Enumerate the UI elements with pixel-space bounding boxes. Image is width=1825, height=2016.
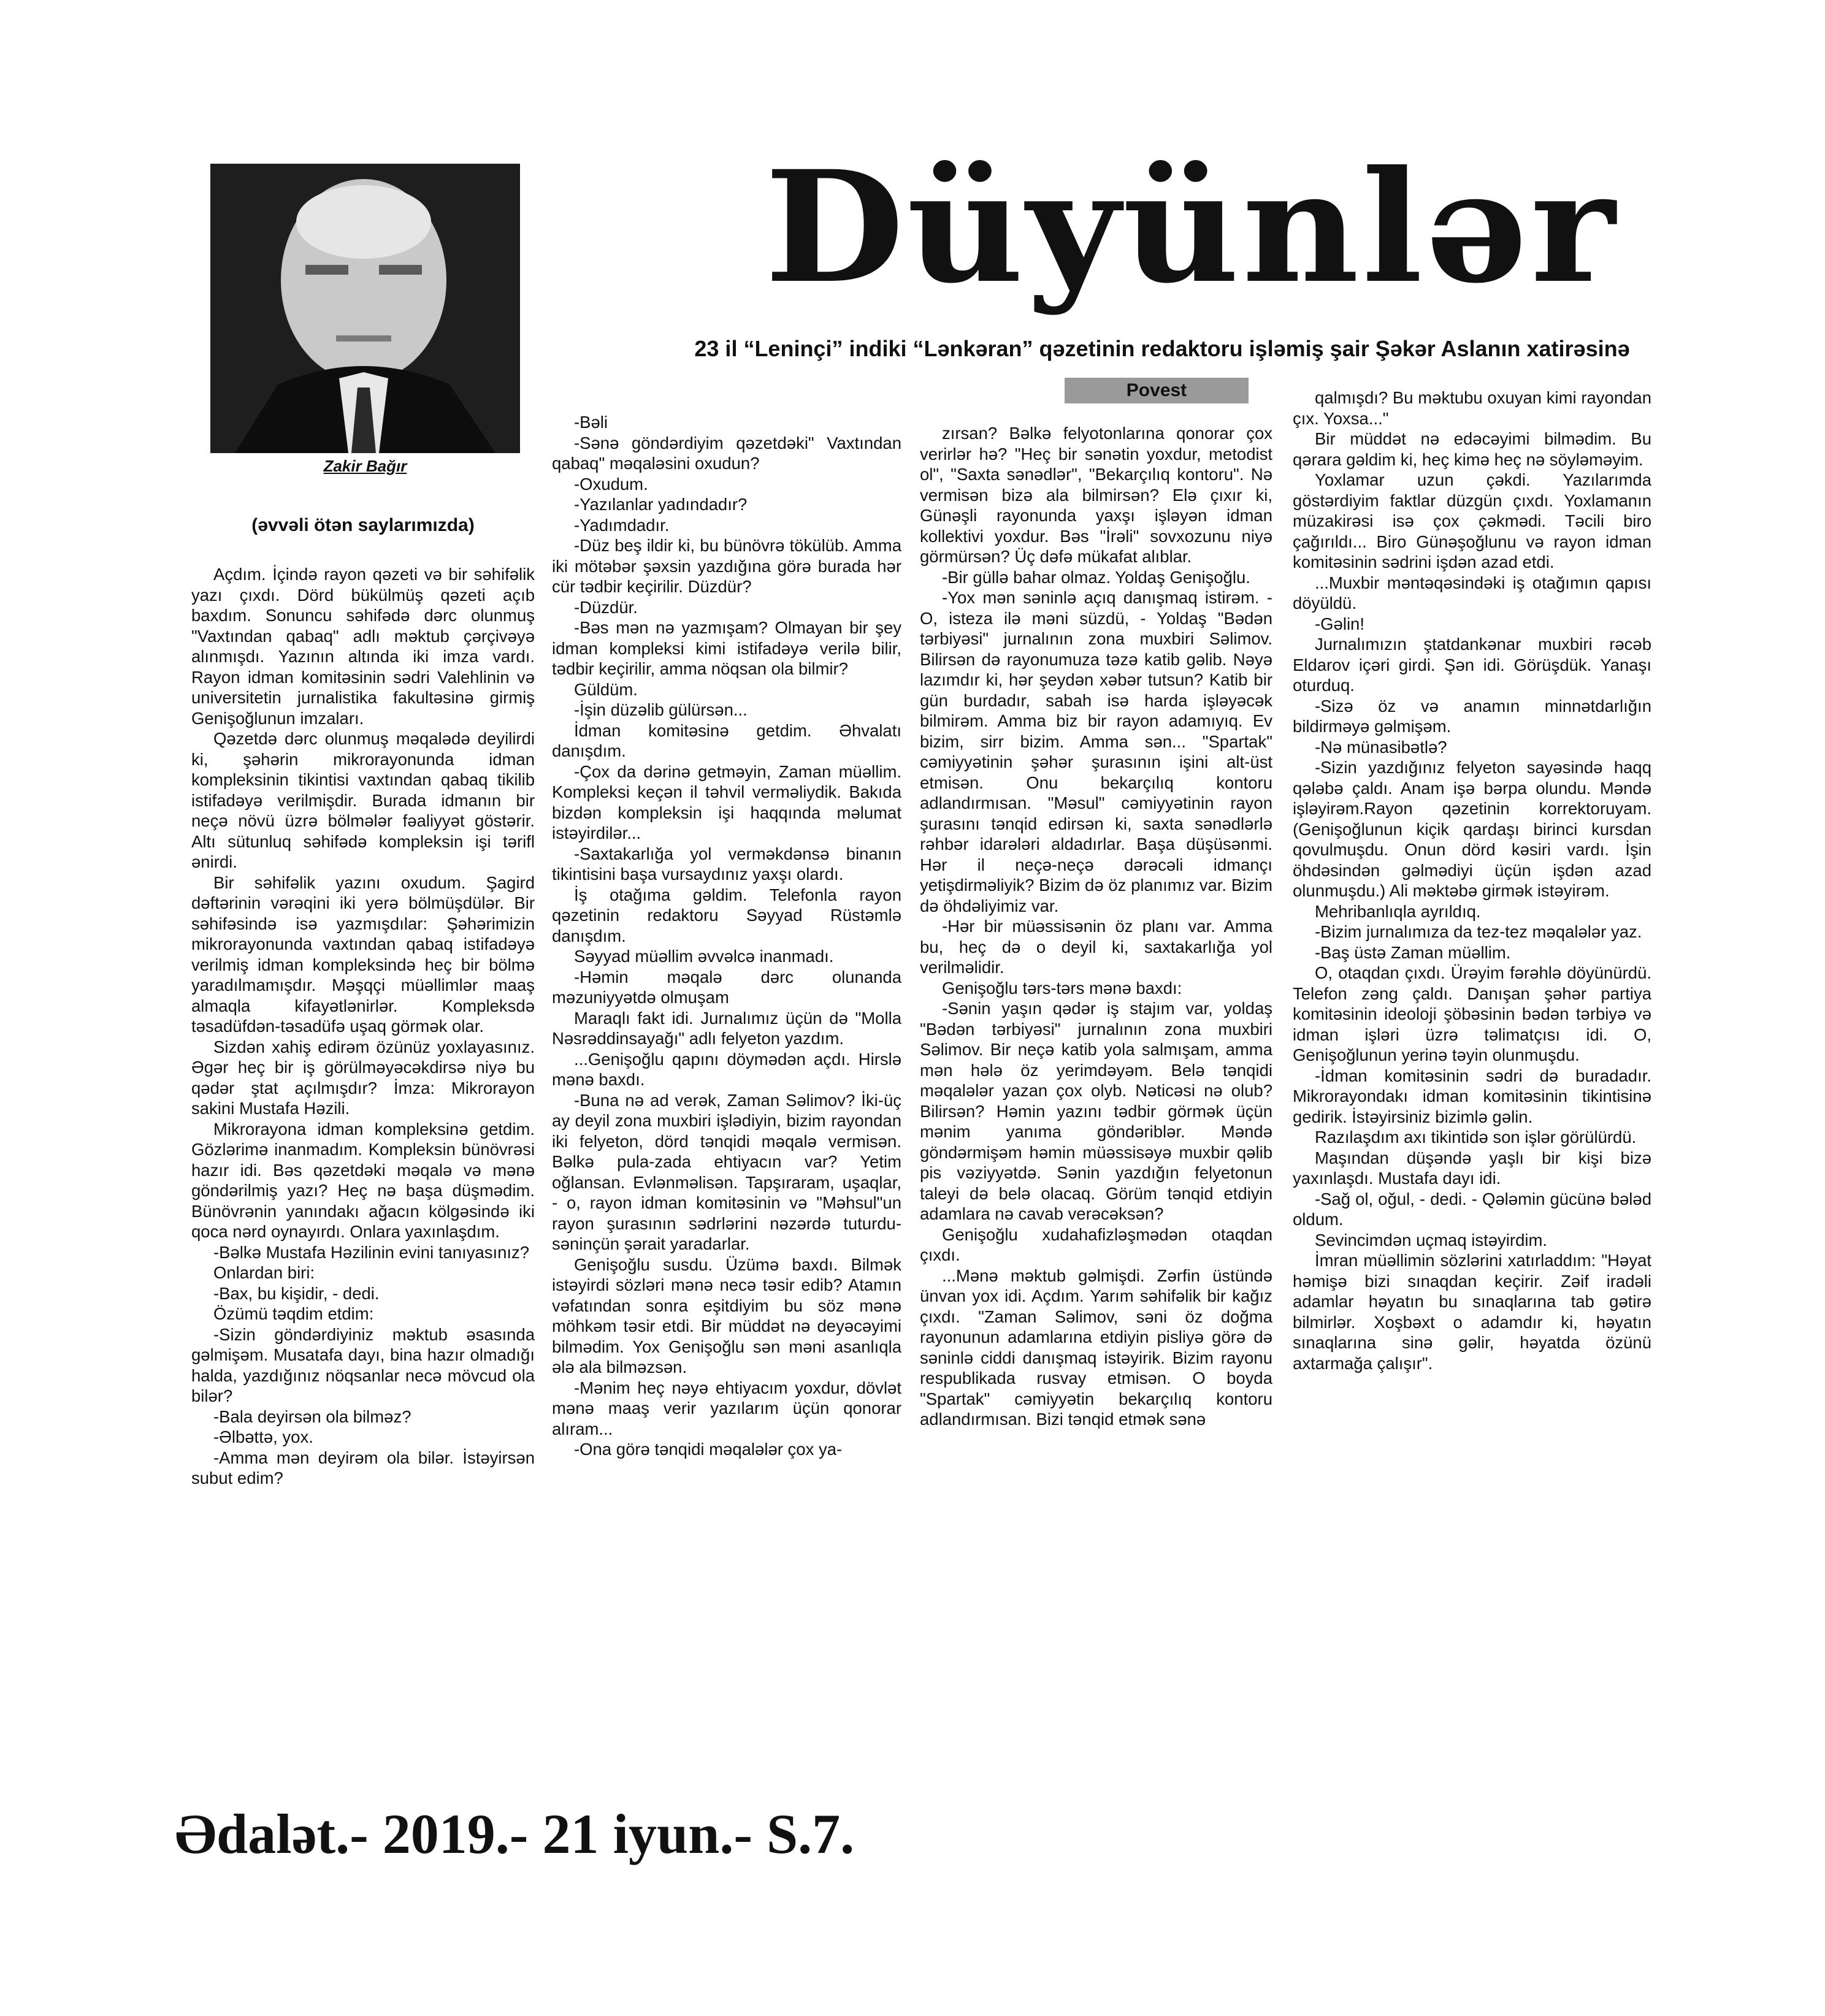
paragraph: -Bizim jurnalımıza da tez-tez məqalələr yaz. <box>1315 922 1642 941</box>
paragraph: -Ona görə tənqidi məqalələr çox ya- <box>574 1440 843 1459</box>
paragraph: İş otağıma gəldim. Telefonla rayon qəzetinin redaktoru Səyyad Rüstəmlə danışdım. <box>552 885 901 945</box>
author-photo <box>210 164 520 453</box>
paragraph: Qəzetdə dərc olunmuş məqalədə deyilirdi ki, şəhərin mikrorayonunda idman kompleksinin tikintisi vaxtından qabaq tikilib istifadəyə verilmişdir. Burada idmanın bir neçə növü üzrə bölmələr fəaliyyət göstərir. Altı sütunluq səhifədə kompleksin işi tərifl ənirdi. <box>191 729 535 871</box>
paragraph: -Sizə öz və anamın minnətdarlığın bildirməyə gəlmişəm. <box>1293 696 1651 736</box>
paragraph: Özümü təqdim etdim: <box>213 1304 374 1323</box>
paragraph: -İdman komitəsinin sədri də buradadır. Mikrorayondakı idman komitəsinin tikintisinə gedirik. İstəyirsiniz bizimlə gəlin. <box>1293 1066 1651 1126</box>
paragraph: İdman komitəsinə getdim. Əhvalatı danışdım. <box>552 720 901 760</box>
author-portrait-image <box>210 164 520 453</box>
paragraph: -Baş üstə Zaman müəllim. <box>1315 942 1511 962</box>
text-column-4 <box>1293 388 1651 1730</box>
paragraph: İmran müəllimin sözlərini xatırladdım: "Həyat həmişə bizi sınaqdan keçirir. Zəif iradəli adamlar həyatın bu sınaqlarına tab gətirə bilmirlər. Xoşbəxt o adamdır ki, həyatın sınaqlarına sinə gəlir, həyatda özünü axtarmağa çalışır". <box>1293 1251 1651 1373</box>
paragraph: Onlardan biri: <box>213 1263 315 1282</box>
paragraph: Yoxlamar uzun çəkdi. Yazılarımda göstərdiyim faktlar düzgün çıxdı. Yoxlamanın müzakirəsi isə çox çəkmədi. Təcili biro çağırıldı... Biro Günəşoğlunu və rayon idman komitəsinin sədrini işdən azad etdi. <box>1293 470 1651 571</box>
paragraph: -Bir güllə bahar olmaz. Yoldaş Genişoğlu. <box>942 567 1250 587</box>
paragraph: -Mənim heç nəyə ehtiyacım yoxdur, dövlət mənə maaş verir yazılarım üçün qonorar alıram... <box>552 1378 901 1438</box>
paragraph: -Sənin yaşın qədər iş stajım var, yoldaş "Bədən tərbiyəsi" jurnalının zona muxbiri Səlimov. Bir neçə katib yola salmışam, amma mən hələ öz yerimdəyəm. Belə tənqidi məqalələr yazan çox olyb. Nəticəsi nə olub? Bilirsən? Həmin yazını tədbir görmək üçün mənim yanıma göndəriblər. Məndə göndərmişəm həmin müəssisəyə muxbir qəlib pis vəziyyətdə. Sənin yazdığın felyetonun taleyi də belə olacaq. Görüm tənqid etdiyin adamlara nə cavab verəcəksən? <box>920 999 1272 1223</box>
paragraph: qalmışdı? Bu məktubu oxuyan kimi rayondan çıx. Yoxsa..." <box>1293 388 1651 428</box>
paragraph: -Yadımdadır. <box>574 515 670 535</box>
paragraph: -İşin düzəlib gülürsən... <box>574 700 748 719</box>
paragraph: Mikrorayona idman kompleksinə getdim. Gözlərimə inanmadım. Kompleksin bünövrəsi hazır idi. Bəs qəzetdəki məqalə və mənə göndərilmiş yazı? Heç nə başa düşmədim. Bünövrənin yanındakı ağacın kölgəsində iki qoca nərd oynayırdı. Onlara yaxınlaşdım. <box>191 1119 535 1241</box>
paragraph: -Hər bir müəssisənin öz planı var. Amma bu, heç də o deyil ki, saxtakarlığa yol verilməlidir. <box>920 917 1272 977</box>
text-column-3 <box>920 423 1272 1729</box>
paragraph: Razılaşdım axı tikintidə son işlər görülürdü. <box>1315 1128 1637 1147</box>
text-column-1 <box>191 564 535 1729</box>
paragraph: Genişoğlu susdu. Üzümə baxdı. Bilmək istəyirdi sözləri mənə necə təsir edib? Atamın vəfatından sonra eşitdiyim bu söz mənə möhkəm təsir etdi. Bir müddət nə deyəcəyimi bilmədim. Yox Genişoğlu sən məni asanlıqla ələ ala bilməzsən. <box>552 1254 901 1376</box>
paragraph: -Amma mən deyirəm ola bilər. İstəyirsən subut edim? <box>191 1448 535 1487</box>
paragraph: Güldüm. <box>574 679 638 699</box>
author-caption: Zakir Bağır <box>323 457 407 475</box>
paragraph: Bir səhifəlik yazını oxudum. Şagird dəftərinin vərəqini iki yerə bölmüşdülər. Bir səhifəsində isə yazmışdılar: Şəhərimizin mikrorayonunda vaxtından qabaq istifadəyə verilmiş idman kompleksində heç bir bölmə yaradılmamışdır. Məşqçi müəllimlər maaş almaqla kifayətlənirlər. Kompleksdə təsadüfdən-təsadüfə uşaq görmək olar. <box>191 872 535 1036</box>
paragraph: -Gəlin! <box>1315 614 1364 633</box>
paragraph: -Yox mən səninlə açıq danışmaq istirəm. - O, isteza ilə məni süzdü, - Yoldaş "Bədən tərbiyəsi" jurnalının zona muxbiri Səlimov. Bilirsən də rayonumuza təzə katib gəlib. Nəyə lazımdır ki, hər şeydən xəbər tutsun? Katib bir gün burdadır, sabah isə harda işləyəcək bilmirəm. Amma biz bir rayon adamıyıq. Ev bizim, sirr bizim. Amma sən... "Spartak" cəmiyyətinin şəhər şurasının işini alt-üst etmisən. Onu bekarçılıq kontoru adlandırmısan. "Məsul" cəmiyyətinin rayon şurasını tənqid edirsən ki, saxta sənədlərlə rəhbər idarələri aldadırlar. Başa düşüsənmi. Hər il neçə-neçə dərəcəli idmançı yetişdirməliyik? Bizim də öz planımız var. Bizim də öhdəliyimiz var. <box>920 588 1272 915</box>
paragraph: -Əlbəttə, yox. <box>213 1427 313 1446</box>
paragraph: -Bax, bu kişidir, - dedi. <box>213 1283 380 1303</box>
article-title: Düyünlər <box>764 137 1618 317</box>
article-subtitle: 23 il “Leninçi” indiki “Lənkəran” qəzetinin redaktoru işləmiş şair Şəkər Aslanın xatirəsinə <box>694 336 1630 361</box>
paragraph: Jurnalımızın ştatdankənar muxbiri rəcəb Eldarov içəri girdi. Şən idi. Görüşdük. Yanaşı oturduq. <box>1293 635 1651 695</box>
paragraph: -Sağ ol, oğul, - dedi. - Qələmin gücünə bələd oldum. <box>1293 1189 1651 1229</box>
paragraph: ...Muxbir məntəqəsindəki iş otağımın qapısı döyüldü. <box>1293 573 1651 613</box>
paragraph: Mehribanlıqla ayrıldıq. <box>1315 901 1481 921</box>
genre-label: Povest <box>1065 378 1249 403</box>
paragraph: -Düzdür. <box>574 597 638 617</box>
paragraph: Səyyad müəllim əvvəlcə inanmadı. <box>574 947 834 966</box>
paragraph: O, otaqdan çıxdı. Ürəyim fərəhlə döyünürdü. Telefon zəng çaldı. Danışan şəhər partiya komitəsinin ideoloji şöbəsinin bədən tərbiyə və idman işləri üzrə təlimatçısı idi. O, Genişoğlunun yerinə təyin olunmuşdu. <box>1293 963 1651 1064</box>
paragraph: Genişoğlu xudahafizləşmədən otaqdan çıxdı. <box>920 1224 1272 1264</box>
paragraph: -Bəlkə Mustafa Həzilinin evini tanıyasınız? <box>213 1242 530 1262</box>
paragraph: Genişoğlu tərs-tərs mənə baxdı: <box>942 978 1182 998</box>
paragraph: -Sənə göndərdiyim qəzetdəki" Vaxtından qabaq" məqaləsini oxudun? <box>552 433 901 473</box>
paragraph: -Həmin məqalə dərc olunanda məzuniyyətdə olmuşam <box>552 967 901 1007</box>
paragraph: ...Genişoğlu qapını döymədən açdı. Hirslə mənə baxdı. <box>552 1049 901 1089</box>
paragraph: -Bəli <box>574 413 608 432</box>
paragraph: zırsan? Bəlkə felyotonlarına qonorar çox verirlər hə? "Heç bir sənətin yoxdur, metodist ol", "Saxta sənədlər", "Bekarçılıq kontoru". Nə vermisən bizə ala bilmirsən? Elə çıxır ki, Günəşli rayonunda yaxşı işləyən idman kollektivi yoxdur. Bəs "İrəli" sovxozunu niyə görmürsən? Üç dəfə mükafat alıblar. <box>920 424 1272 566</box>
paragraph: Maraqlı fakt idi. Jurnalımız üçün də "Molla Nəsrəddinsayağı" adlı felyeton yazdım. <box>552 1008 901 1048</box>
paragraph: Sizdən xahiş edirəm özünüz yoxlayasınız. Əgər heç bir iş görülməyəcəkdirsə niyə bu qədər ştat açılmışdır? İmza: Mikrorayon sakini Mustafa Həzili. <box>191 1037 535 1118</box>
source-citation: Ədalət.- 2019.- 21 iyun.- S.7. <box>175 1803 855 1865</box>
paragraph: -Çox da dərinə getməyin, Zaman müəllim. Kompleksi keçən il təhvil verməliydik. Bakıda bizdən kompleksin işi haqqında məlumat istəyirdilər... <box>552 762 901 842</box>
paragraph: -Yazılanlar yadındadır? <box>574 495 748 514</box>
paragraph: -Oxudum. <box>574 474 648 494</box>
paragraph: -Bəs mən nə yazmışam? Olmayan bir şey idman kompleksi kimi istifadəyə verilə bilir, tədbir keçirilir, amma nöqsan ola bilmir? <box>552 618 901 678</box>
continued-note: (əvvəli ötən saylarımızda) <box>251 515 475 535</box>
paragraph: -Saxtakarlığa yol verməkdənsə binanın tikintisini başa vursaydınız yaxşı olardı. <box>552 844 901 884</box>
paragraph: -Düz beş ildir ki, bu bünövrə tökülüb. Amma iki mötəbər şəxsin yazdığına görə burada hər cür tədbir keçirilir. Düzdür? <box>552 536 901 596</box>
paragraph: -Bala deyirsən ola bilməz? <box>213 1407 411 1426</box>
paragraph: ...Mənə məktub gəlmişdi. Zərfin üstündə ünvan yox idi. Açdım. Yarım səhifəlik bir kağız çıxdı. "Zaman Səlimov, səni öz doğma rayonunun adamlarına etdiyin pisliyə görə də səninlə ciddi danışmaq istəyirik. Bizim rayonu respublikada rusvay etmisən. O boyda "Spartak" cəmiyyətin bekarçılıq kontoru adlandırmısan. Bizi tənqid etmək sənə <box>920 1266 1272 1429</box>
paragraph: -Nə münasibətlə? <box>1315 737 1447 757</box>
paragraph: -Buna nə ad verək, Zaman Səlimov? İki-üç ay deyil zona muxbiri işlədiyin, bizim rayondan iki felyeton, dörd tənqidi məqalə vermisən. Bəlkə pula-zada ehtiyacın var? Yetim oğlansan. Evlənməlisən. Tapşıraram, uşaqlar, - o, rayon idman komitəsinin və "Məhsul"un rayon şurasının sədrlərini nəzərdə tuturdu-səninçün şərait yaradarlar. <box>552 1090 901 1253</box>
paragraph: Sevincimdən uçmaq istəyirdim. <box>1315 1230 1548 1250</box>
paragraph: Açdım. İçində rayon qəzeti və bir səhifəlik yazı çıxdı. Dörd bükülmüş qəzeti açıb baxdım. Sonuncu səhifədə dərc olunmuş "Vaxtından qabaq" adlı məktub çərçivəyə alınmışdı. Yazının altında iki imza vardı. Rayon idman komitəsinin sədri Valehlinin və universitetin jurnalistika fakultəsinə girmiş Genişoğlunun imzaları. <box>191 565 535 728</box>
paragraph: -Sizin göndərdiyiniz məktub əsasında gəlmişəm. Musatafa dayı, bina hazır olmadığı halda, yazdığınız nöqsanlar necə mövcud ola bilər? <box>191 1324 535 1405</box>
paragraph: -Sizin yazdığınız felyeton sayəsində haqq qələbə çaldı. Anam işə bərpa olundu. Məndə işləyirəm.Rayon qəzetinin korrektoruyam. (Genişoğlunun kiçik qardaşı birinci kursdan qovulmuşdu. Onun dörd kəsiri vardı. İşin öhdəsindən gəlmədiyi üçün işdən azad olunmuşdu.) Ali məktəbə girmək istəyirəm. <box>1293 758 1651 900</box>
text-column-2 <box>552 412 901 1730</box>
paragraph: Maşından düşəndə yaşlı bir kişi bizə yaxınlaşdı. Mustafa dayı idi. <box>1293 1148 1651 1188</box>
paragraph: Bir müddət nə edəcəyimi bilmədim. Bu qərara gəldim ki, heç kimə heç nə söyləməyim. <box>1293 429 1651 469</box>
